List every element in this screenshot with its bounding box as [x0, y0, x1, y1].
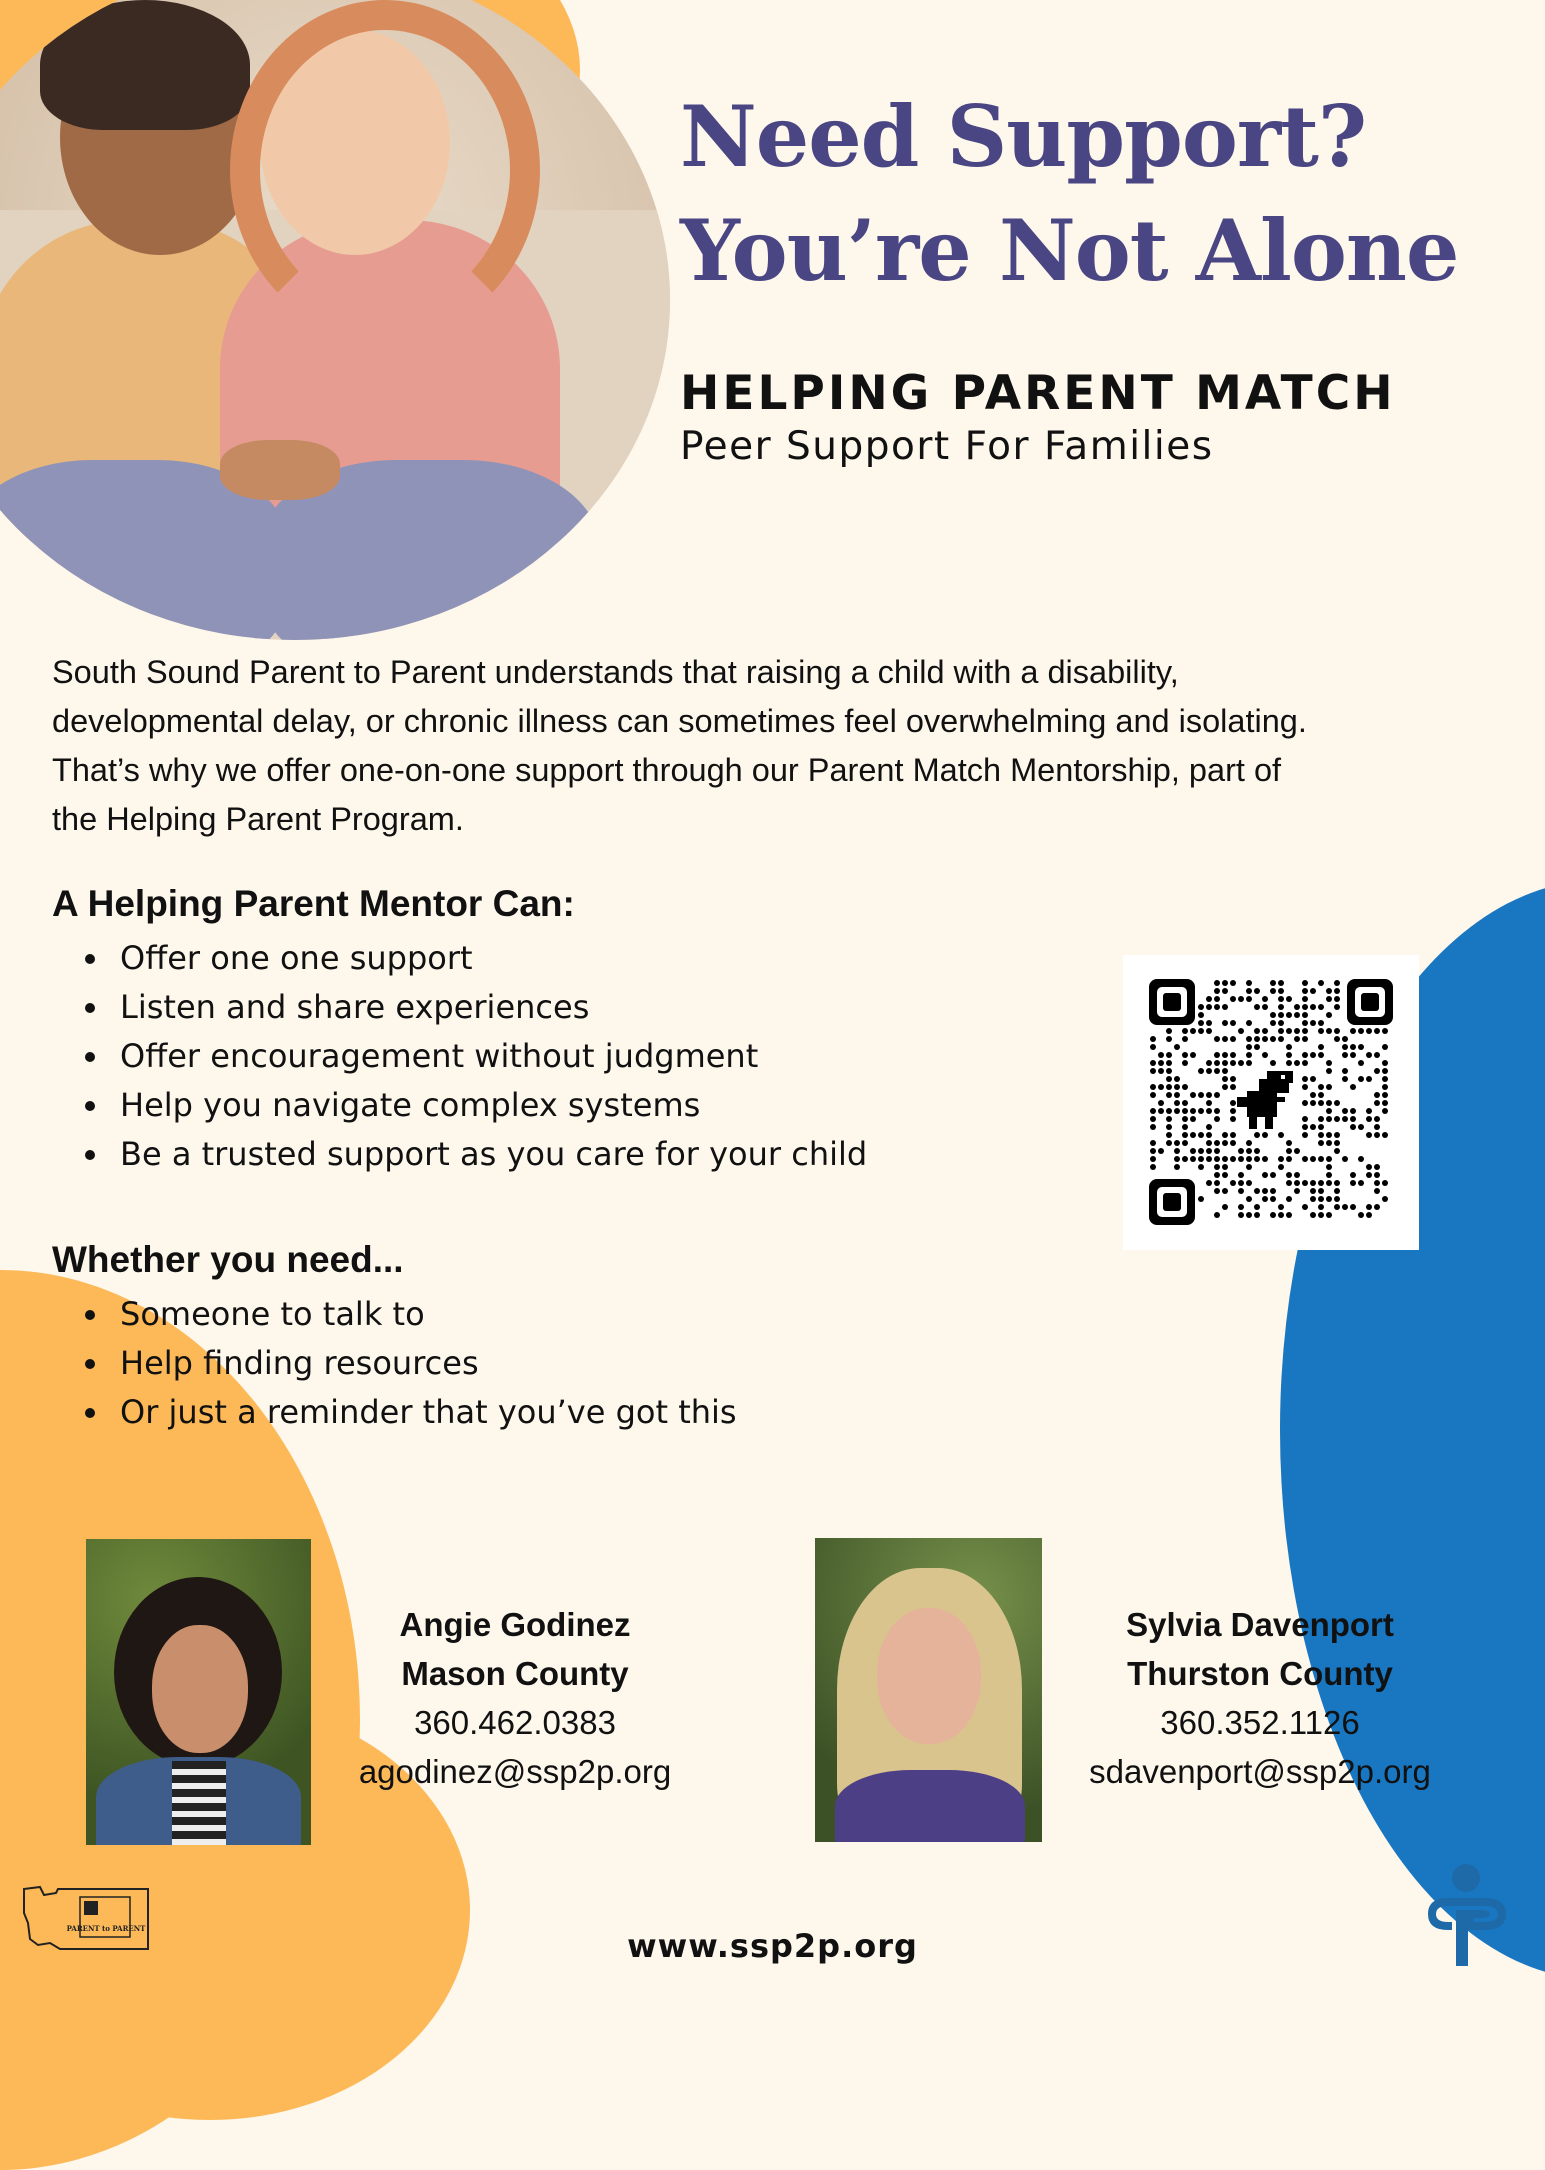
headline-line-2: You’re Not Alone	[680, 201, 1459, 300]
contact-email[interactable]: sdavenport@ssp2p.org	[1089, 1753, 1431, 1790]
qr-code-panel[interactable]	[1123, 955, 1419, 1250]
needs-list	[72, 1290, 737, 1437]
contact-photo-angie	[86, 1539, 311, 1845]
contact-phone[interactable]: 360.352.1126	[1160, 1704, 1360, 1741]
mentor-section-heading: A Helping Parent Mentor Can:	[52, 883, 575, 924]
headline	[680, 80, 1540, 308]
list-item: • Offer encouragement without judgment	[112, 1032, 867, 1081]
contact-photo-sylvia	[815, 1538, 1042, 1842]
list-item: • Someone to talk to	[112, 1290, 737, 1339]
contact-county: Thurston County	[1127, 1655, 1393, 1692]
headline-line-1: Need Support?	[680, 87, 1367, 186]
intro-line: developmental delay, or chronic illness can sometimes feel overwhelming and isolating.	[52, 703, 1307, 739]
contact-name: Angie Godinez	[399, 1606, 631, 1643]
qr-code-icon[interactable]	[1149, 979, 1393, 1225]
contact-card-sylvia	[1060, 1600, 1460, 1796]
contact-email[interactable]: agodinez@ssp2p.org	[358, 1753, 672, 1790]
intro-line: South Sound Parent to Parent understands that raising a child with a disability,	[52, 654, 1179, 690]
list-item: • Listen and share experiences	[112, 983, 867, 1032]
needs-section-heading: Whether you need...	[52, 1239, 404, 1280]
list-item: • Help finding resources	[112, 1339, 737, 1388]
hero-illustration	[0, 0, 670, 640]
contact-card-angie	[330, 1600, 700, 1796]
mentor-list	[72, 934, 867, 1179]
footer-website-link[interactable]: www.ssp2p.org	[627, 1927, 918, 1965]
contact-county: Mason County	[401, 1655, 629, 1692]
dinosaur-icon	[1237, 1071, 1293, 1129]
program-title: HELPING PARENT MATCH	[680, 366, 1396, 421]
intro-line: That’s why we offer one-on-one support through our Parent Match Mentorship, part of	[52, 752, 1282, 788]
parent-to-parent-logo-icon	[1420, 1862, 1512, 1972]
contact-name: Sylvia Davenport	[1126, 1606, 1394, 1643]
intro-paragraph	[52, 648, 1512, 844]
intro-line: the Helping Parent Program.	[52, 801, 464, 837]
list-item: • Be a trusted support as you care for your child	[112, 1130, 867, 1179]
list-item: • Offer one one support	[112, 934, 867, 983]
svg-text:PARENT to PARENT: PARENT to PARENT	[66, 1924, 146, 1933]
list-item: • Help you navigate complex systems	[112, 1081, 867, 1130]
program-subtitle: Peer Support For Families	[680, 424, 1214, 469]
contact-phone[interactable]: 360.462.0383	[414, 1704, 616, 1741]
list-item: • Or just a reminder that you’ve got this	[112, 1388, 737, 1437]
